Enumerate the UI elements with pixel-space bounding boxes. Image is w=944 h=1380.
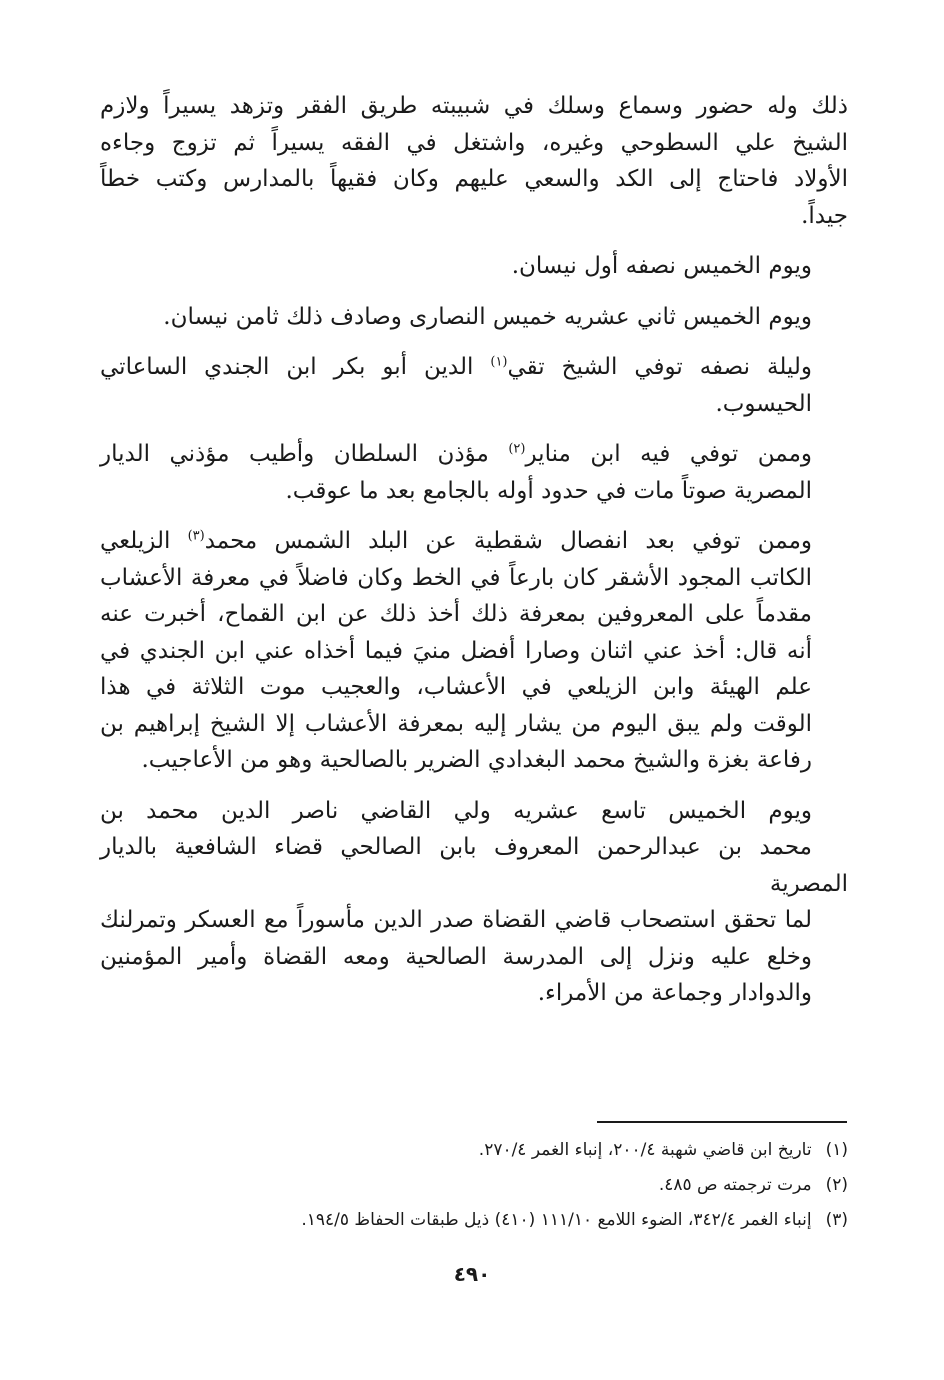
text-line: الوقت ولم يبق اليوم من يشار إليه بمعرفة الأعشاب إلا الشيخ إبراهيم بن <box>100 710 812 737</box>
text-line: جيداً. <box>801 202 848 229</box>
page-number: ٤٩٠ <box>453 1262 491 1286</box>
text-line: المصرية صوتاً مات في حدود أوله بالجامع بعد ما عوقب. <box>285 477 812 504</box>
footnote-marker: (٢) <box>508 441 526 457</box>
footnote-3 <box>100 1203 848 1238</box>
text-line <box>100 436 848 473</box>
text-segment: مؤذن السلطان وأطيب مؤذني الديار <box>100 441 509 467</box>
main-text <box>100 88 848 1026</box>
paragraph-6 <box>100 523 848 779</box>
text-segment: وممن توفي بعد انفصال شقطية عن البلد الشمس محمد <box>204 528 813 554</box>
text-line <box>100 349 848 386</box>
text-line: الكاتب المجود الأشقر كان بارعاً في الخط وكان فاضلاً في معرفة الأعشاب <box>100 564 812 591</box>
paragraph-7 <box>100 793 848 1012</box>
text-line: الحيسوب. <box>715 390 812 417</box>
text-line: محمد بن عبدالرحمن المعروف بابن الصالحي قضاء الشافعية بالديار المصرية <box>100 834 848 897</box>
footnote-number: (٢) <box>825 1175 848 1195</box>
footnote-divider <box>597 1121 847 1123</box>
footnote-number: (١) <box>825 1140 848 1160</box>
text-line: الأولاد فاحتاج إلى الكد والسعي عليهم وكان فقيهاً بالمدارس وكتب خطاً <box>100 166 848 192</box>
paragraph-1 <box>100 88 848 234</box>
footnote-text: إنباء الغمر ٣٤٢/٤، الضوء اللامع ١١١/١٠ (٤١٠) ذيل طبقات الحفاظ ١٩٤/٥. <box>301 1210 812 1230</box>
footnotes <box>100 1133 848 1238</box>
text-line: والدوادار وجماعة من الأمراء. <box>537 980 812 1006</box>
footnote-marker: (٣) <box>187 528 205 544</box>
text-line: ويوم الخميس تاسع عشريه ولي القاضي ناصر الدين محمد بن <box>100 797 812 824</box>
footnote-text: تاريخ ابن قاضي شهبة ٢٠٠/٤، إنباء الغمر ٢٧٠/٤. <box>478 1140 812 1160</box>
footnote-1 <box>100 1133 848 1168</box>
paragraph-2 <box>100 248 848 285</box>
text-line: رفاعة بغزة والشيخ محمد البغدادي الضرير بالصالحية وهو من الأعاجيب. <box>141 747 812 773</box>
footnote-marker: (١) <box>490 354 508 370</box>
text-segment: وممن توفي فيه ابن مناير <box>525 441 812 467</box>
text-line: ويوم الخميس نصفه أول نيسان. <box>511 253 812 279</box>
text-segment: وليلة نصفه توفي الشيخ تقي <box>507 354 812 380</box>
text-line: أنه قال: أخذ عني اثنان وصارا أفضل منيَ فيما أخذاه عني ابن الجندي في <box>100 637 812 664</box>
footnote-text: مرت ترجمته ص ٤٨٥. <box>658 1175 812 1195</box>
text-segment: الدين أبو بكر ابن الجندي الساعاتي <box>100 354 491 380</box>
paragraph-4 <box>100 349 848 422</box>
text-line: لما تحقق استصحاب قاضي القضاة صدر الدين مأسوراً مع العسكر وتمرلنك <box>100 907 812 933</box>
text-segment: الزيلعي <box>100 528 188 554</box>
text-line: وخلع عليه ونزل إلى المدرسة الصالحية ومعه القضاة وأمير المؤمنين <box>100 943 812 970</box>
text-line: الشيخ علي السطوحي وغيره، واشتغل في الفقه يسيراً ثم تزوج وجاءه <box>100 129 848 156</box>
text-line: مقدماً على المعروفين بمعرفة ذلك أخذ ذلك عن ابن القماح، أخبرت عنه <box>100 601 812 627</box>
paragraph-3 <box>100 299 848 336</box>
text-line: علم الهيئة وابن الزيلعي في الأعشاب، والعجيب موت الثلاثة في هذا <box>100 674 812 700</box>
text-line: ويوم الخميس ثاني عشريه خميس النصارى وصادف ذلك ثامن نيسان. <box>163 303 812 330</box>
text-line <box>100 523 848 560</box>
footnote-2 <box>100 1168 848 1203</box>
paragraph-5 <box>100 436 848 509</box>
footnote-number: (٣) <box>825 1210 848 1230</box>
text-line: ذلك وله حضور وسماع وسلك في شبيبته طريق الفقر وتزهد يسيراً ولازم <box>100 93 848 119</box>
